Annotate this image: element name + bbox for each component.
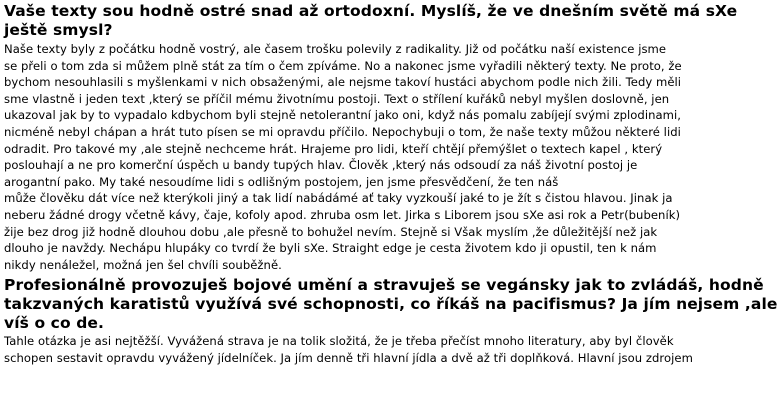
answer-1-line: ukazoval jak by to vypadalo kdbychom byli stejně netolerantní jako oni, když nás pomalu zabíjejí svými zplodinami, — [4, 108, 681, 123]
interview-page — [4, 2, 777, 367]
answer-1-line: sme vlastně i jeden text ,který se příčil mému životnímu postoji. Text o střílení kuřáků nebyl myšlen doslovně, jen — [4, 91, 670, 106]
answer-1-line: poslouhají a ne pro komerční úspěch u bandy tupých hlav. Člověk ,který nás odsoudí za náš životní postoj je — [4, 158, 638, 173]
answer-1-line: odradit. Pro takové my ,ale stejně nechceme hrát. Hrajeme pro lidi, kteří chtějí přemýšlet o textech kapel , který — [4, 141, 663, 156]
answer-1-line: se přeli o tom zda si můžem plně stát za tím o čem zpíváme. No a nakonec jsme vyřadili některý texty. Ne proto, že — [4, 58, 682, 73]
question-2 — [4, 276, 777, 333]
question-2-line: víš o co de. — [4, 314, 105, 333]
answer-1-line: žije bez drog již hodně dlouhou dobu ,ale přesně to bohužel nevím. Stejně si Však myslím ,že důležitější než jak — [4, 224, 658, 239]
question-1-line: Vaše texty sou hodně ostré snad až ortodoxní. Myslíš, že ve dnešním světě má sXe — [4, 2, 738, 20]
question-1 — [4, 2, 738, 40]
answer-1-line: může člověku dát více než kterýkoli jiný a tak lidí nabádámé ať taky vyzkouší jaké to je žít s čistou hlavou. Jinak ja — [4, 191, 673, 206]
question-1-line: ještě smysl? — [4, 21, 113, 39]
answer-1-line: Naše texty byly z počátku hodně vostrý, ale časem trošku polevily z radikality. Již od počátku naší existence jsme — [4, 42, 667, 56]
question-2-line: Profesionálně provozuješ bojové umění a stravuješ se vegánsky jak to zvládáš, hodně — [4, 276, 764, 295]
answer-2-line: Tahle otázka je asi nejtěžší. Vyvážená strava je na tolik složitá, že je třeba přečíst mnoho literatury, aby byl člověk — [4, 334, 674, 349]
answer-1 — [4, 41, 698, 273]
question-2-line: takzvaných karatistů využívá své schopnosti, co říkáš na pacifismus? Ja jím nejsem ,ale — [4, 295, 777, 314]
answer-1-line: nikdy nenáležel, možná jen šel chvíli souběžně. — [4, 257, 282, 272]
answer-1-line: dlouho je navždy. Nechápu hlupáky co tvrdí že byli sXe. Straight edge je cesta životem kdo ji opustil, ten k nám — [4, 241, 657, 256]
answer-1-line: bychom nesouhlasili s myšlenkami v nich obsaženými, ale nejsme takoví hustáci abychom podle nich žili. Tedy měli — [4, 75, 682, 90]
answer-1-line: neberu žádné drogy včetně kávy, čaje, kofoly apod. zhruba osm let. Jirka s Liborem jsou sXe asi rok a Petr(bubeník) — [4, 207, 681, 222]
answer-1-line: arogantní pako. My také nesoudíme lidi s odlišným postojem, jen jsme přesvědčení, že ten náš — [4, 174, 559, 189]
answer-2-line: schopen sestavit opravdu vyvážený jídelníček. Ja jím denně tři hlavní jídla a dvě až tři doplňková. Hlavní jsou zdrojem — [4, 350, 693, 365]
answer-1-line: nicméně nebyl chápan a hrát tuto písen se mi opravdu příčilo. Nepochybuji o tom, že naše texty můžou některé lidi — [4, 124, 681, 139]
answer-2 — [4, 333, 698, 366]
